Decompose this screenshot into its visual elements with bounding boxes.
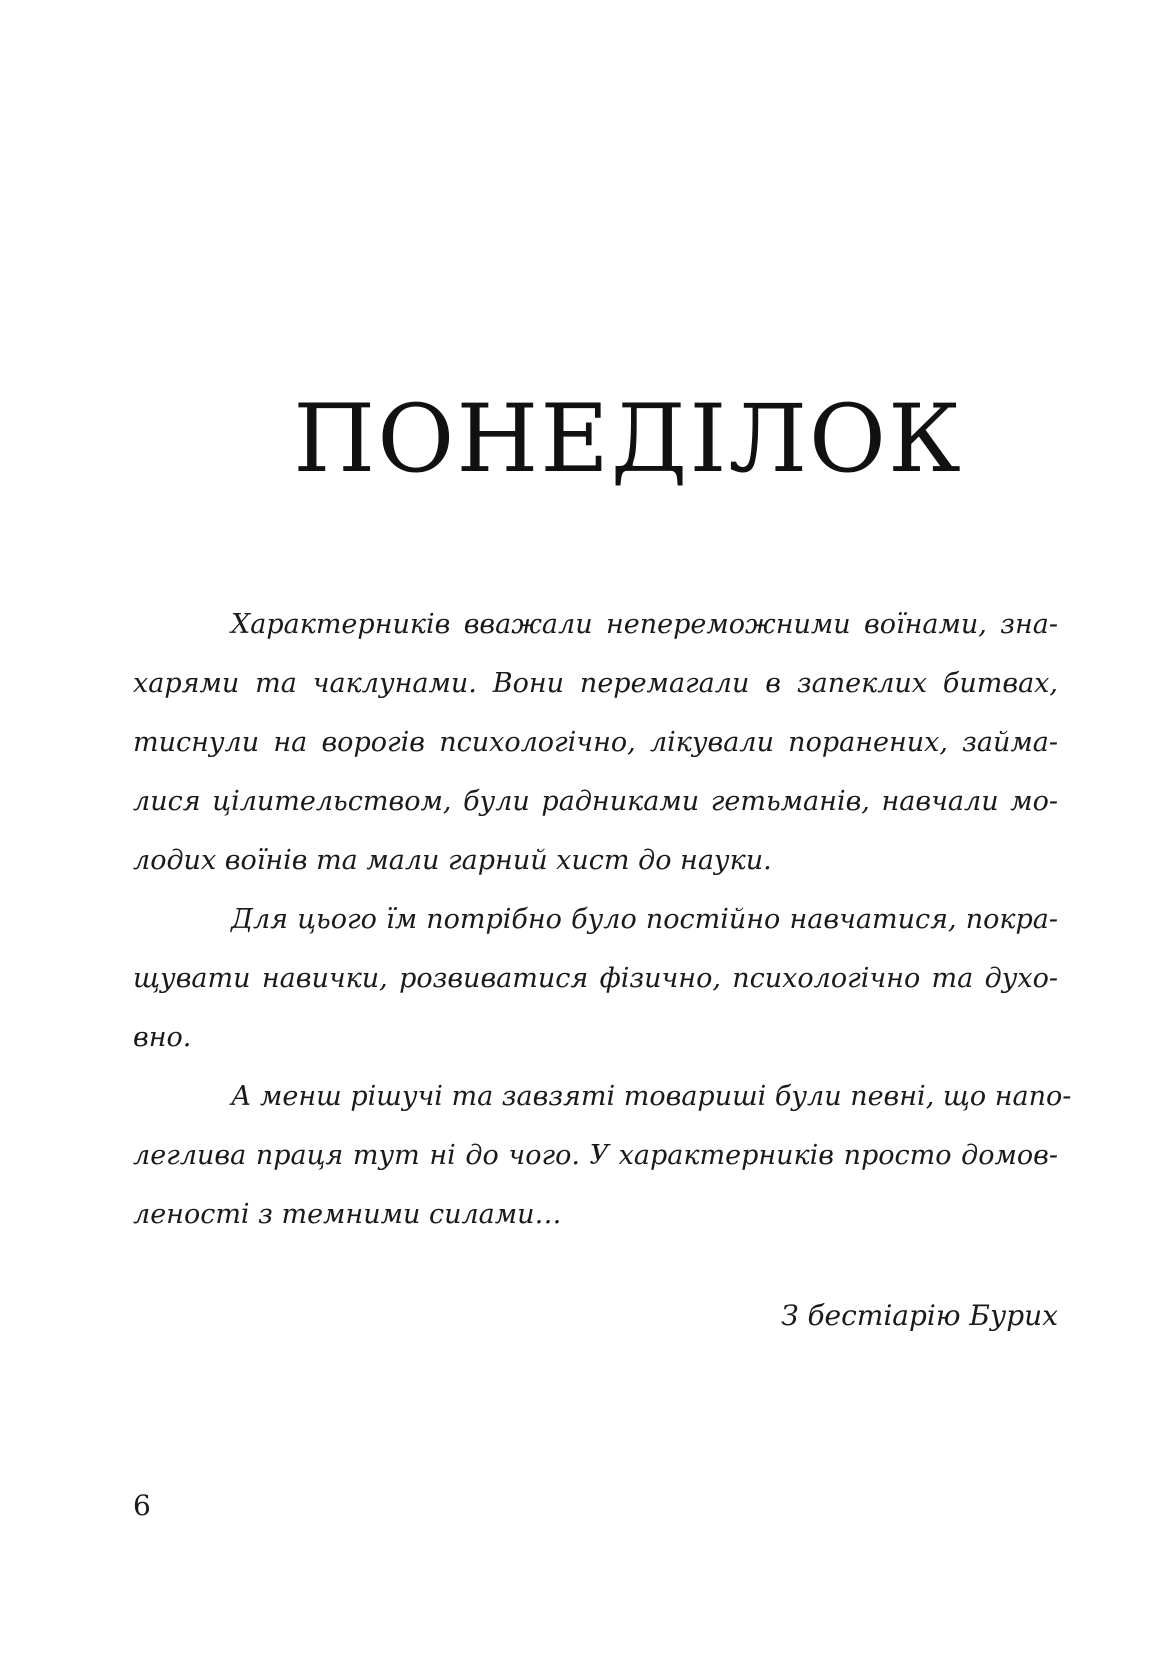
paragraph-3-line-1: А менш рішучі та завзяті товариші були певні, що напо- xyxy=(231,1081,1072,1112)
paragraph-3-line-3: леності з темними силами… xyxy=(133,1199,562,1230)
page-number: 6 xyxy=(133,1489,151,1522)
paragraph-1-line-1: Характерників вважали непереможними воїнами, зна- xyxy=(231,609,1058,640)
paragraph-1-line-4: лися цілительством, були радниками гетьманів, навчали мо- xyxy=(133,786,1058,817)
paragraph-2-line-2: щувати навички, розвиватися фізично, психологічно та духо- xyxy=(133,963,1058,994)
paragraph-2-line-1: Для цього їм потрібно було постійно навчатися, покра- xyxy=(231,904,1058,935)
paragraph-2-line-3: вно. xyxy=(133,1022,192,1053)
epigraph-attribution: З бестіарію Бурих xyxy=(781,1299,1058,1332)
paragraph-1-line-2: харями та чаклунами. Вони перемагали в запеклих битвах, xyxy=(133,668,1058,699)
chapter-title: ПОНЕДІЛОК xyxy=(293,385,963,494)
paragraph-3-line-2: леглива праця тут ні до чого. У характерників просто домов- xyxy=(133,1140,1058,1171)
paragraph-1-line-5: лодих воїнів та мали гарний хист до науки. xyxy=(133,845,772,876)
paragraph-1-line-3: тиснули на ворогів психологічно, лікували поранених, займа- xyxy=(133,727,1058,758)
chapter-epigraph xyxy=(133,595,1072,1244)
